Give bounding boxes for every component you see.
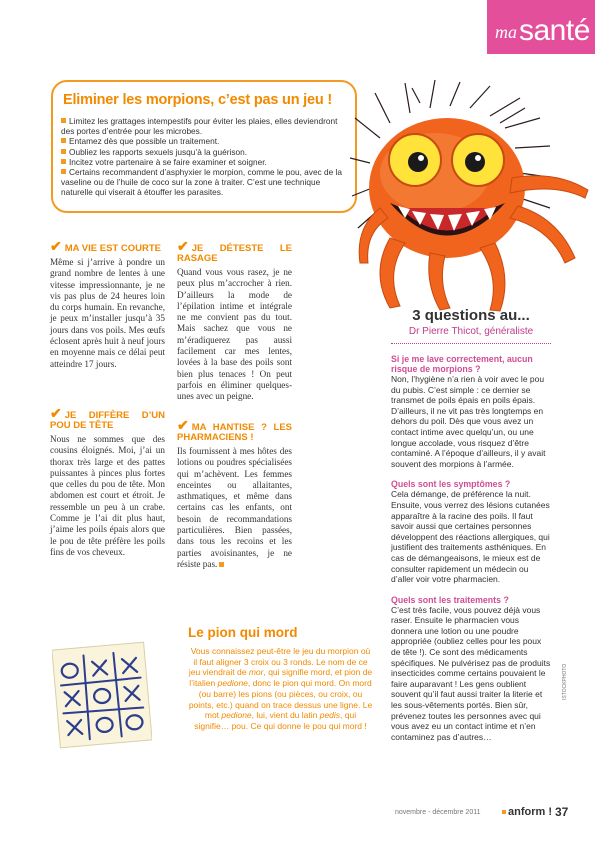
answer: Non, l’hygiène n’a rien à voir avec le pou du pubis. C’est simple : ce dernier se transmet de poils épais en poils épais. D’ailleurs, il ne vit pas très longtemps en dehors du poil. Dès que vous avez un contact intime avec quelqu’un, ou une longue accolade, vous risquez d’être contaminé. A l’époque d’ailleurs, il y avait souvent des morpions à l’armée. bbox=[391, 374, 546, 469]
article-text: Même si j’arrive à pondre un grand nombre de lentes à une vitesse impressionnante, je ne vis pas plus de 24 heures loin du corps humain. En revanche, je peux m’installer jusqu’à 35 jours dans vos poils. Mes œufs éclosent après huit à neuf jours en moyenne mais ce délai peut atteindre 17 jours. bbox=[50, 257, 165, 369]
footer-square-icon bbox=[502, 810, 506, 814]
question: Quels sont les symptômes ? bbox=[391, 479, 511, 490]
monster-illustration bbox=[350, 78, 595, 313]
article-heading: ✔ JE DÉTESTE LE RASAGE bbox=[177, 238, 292, 264]
question: Quels sont les traitements ? bbox=[391, 594, 509, 605]
bullet-icon bbox=[61, 169, 66, 174]
bullet-icon bbox=[61, 159, 66, 164]
page-number: 37 bbox=[555, 805, 569, 819]
pion-title: Le pion qui mord bbox=[188, 625, 298, 640]
bullet-icon bbox=[61, 118, 66, 123]
list-item: Limitez les grattages intempestifs pour éviter les plaies, elles deviendront des portes d’entrée pour les microbes. bbox=[61, 116, 338, 137]
tic-tac-toe-illustration bbox=[52, 640, 152, 750]
list-item: Entamez dès que possible un traitement. bbox=[61, 136, 351, 146]
intro-list bbox=[61, 116, 351, 198]
answer: Cela démange, de préférence la nuit. Ensuite, vous verrez des lésions cutanées apparaître à la racine des poils. Il faut savoir aussi que certaines personnes développent des réactions allergiques, qui justifient des traitements asthéniques. En cas de démangeaisons, le mieux est de consulter rapidement un médecin ou d’aller voir votre pharmacien. bbox=[391, 489, 550, 585]
questions-subtitle: Dr Pierre Thicot, généraliste bbox=[391, 326, 551, 344]
list-item: Certains recommandent d’asphyxier le morpion, comme le pou, avec de la vaseline ou de l’huile de coco sur la zone à traiter. C’est une technique naturelle qui viserait à étouffer les parasites. bbox=[61, 167, 343, 198]
article-text: Ils fournissent à mes hôtes des lotions ou poudres spécialisées qui m’achèvent. Les femmes enceintes ou allaitantes, asthmatiques, et même dans certains cas les enfants, ont besoin de recommandations particulières. Bien passées, dans tous les recoins et les parties avoisinantes, je ne résiste pas. bbox=[177, 446, 292, 569]
section-prefix: ma bbox=[495, 22, 517, 42]
photo-credit: ISTOCKPHOTO bbox=[562, 663, 568, 700]
end-mark-icon bbox=[219, 562, 224, 567]
list-item: Oubliez les rapports sexuels jusqu’à la guérison. bbox=[61, 147, 351, 157]
article-pou bbox=[50, 405, 165, 558]
article-heading: ✔ MA VIE EST COURTE bbox=[50, 238, 161, 254]
article-text: Quand vous vous rasez, je ne peux plus m’accrocher à rien. D’ailleurs la mode de l’épilation intime et intégrale ne me convient pas du tout. Mais sachez que vous ne m’éradiquerez pas aussi facilement car mes lentes, lovées à la base des poils sont bien plus tenaces ! On peut parfois en éliminer quelques-unes avec un peigne. bbox=[177, 267, 292, 402]
bullet-icon bbox=[61, 149, 66, 154]
intro-title: Eliminer les morpions, c’est pas un jeu ! bbox=[63, 92, 332, 108]
check-icon: ✔ bbox=[177, 417, 189, 433]
list-item: Incitez votre partenaire à se faire examiner et soigner. bbox=[61, 157, 351, 167]
footer-magazine: anform ! bbox=[502, 806, 552, 818]
section-name: santé bbox=[519, 14, 590, 47]
footer-date: novembre - décembre 2011 bbox=[395, 809, 481, 816]
check-icon: ✔ bbox=[50, 238, 62, 254]
check-icon: ✔ bbox=[50, 405, 62, 421]
questions-box bbox=[391, 307, 551, 742]
article-pharmaciens bbox=[177, 417, 292, 570]
section-tab bbox=[487, 0, 595, 54]
article-text: Nous ne sommes que des cousins éloignés. Moi, j’ai un thorax très large et des pattes puissantes à pinces plus fortes que celles du pou de tête. Mon abdomen est court et étroit. Je ressemble un peu à un crabe. Comme je l’ai dit plus haut, j’aime les poils épais alors que le pou de tête préfère les poils fins de vos cheveux. bbox=[50, 434, 165, 557]
article-heading: ✔ MA HANTISE ? LES PHARMACIENS ! bbox=[177, 417, 292, 443]
article-rasage bbox=[177, 238, 292, 403]
question: Si je me lave correctement, aucun risque de morpions ? bbox=[391, 354, 533, 374]
check-icon: ✔ bbox=[177, 238, 189, 254]
pion-text: Vous connaissez peut-être le jeu du morpion où il faut aligner 3 croix ou 3 ronds. Le nom de ce jeu viendrait de mor, qui signifie mord, et pion de l’italien pedione, donc le pion qui mord. On mord (ou barre) les pions (ou pièces, ou croix, ou points, etc.) quand on trace dessus une ligne. Le mot pedione, lui, vient du latin pedis, qui signifie… pou. Ce qui donne le pou qui mord ! bbox=[188, 646, 373, 731]
intro-box bbox=[51, 80, 357, 213]
article-heading: ✔ JE DIFFÈRE D’UN POU DE TÊTE bbox=[50, 405, 165, 431]
article-ma-vie bbox=[50, 238, 165, 370]
questions-title: 3 questions au... bbox=[412, 307, 530, 324]
answer: C’est très facile, vous pouvez déjà vous raser. Ensuite le pharmacien vous donnera une lotion ou une poudre appropriée (oubliez celles pour les poux de tête !). Ce sont des médicaments spécifiques. Ne pulvérisez pas de produits insecticides comme certains pouvaient le faire auparavant ! Les gens oublient souvent qu’il faut aussi traiter la literie et les sous-vêtements portés. Bien sûr, prévenez toutes les personnes avec qui vous avez eu un contact intime et n’en contaminez pas d’autres… bbox=[391, 604, 551, 742]
bullet-icon bbox=[61, 138, 66, 143]
